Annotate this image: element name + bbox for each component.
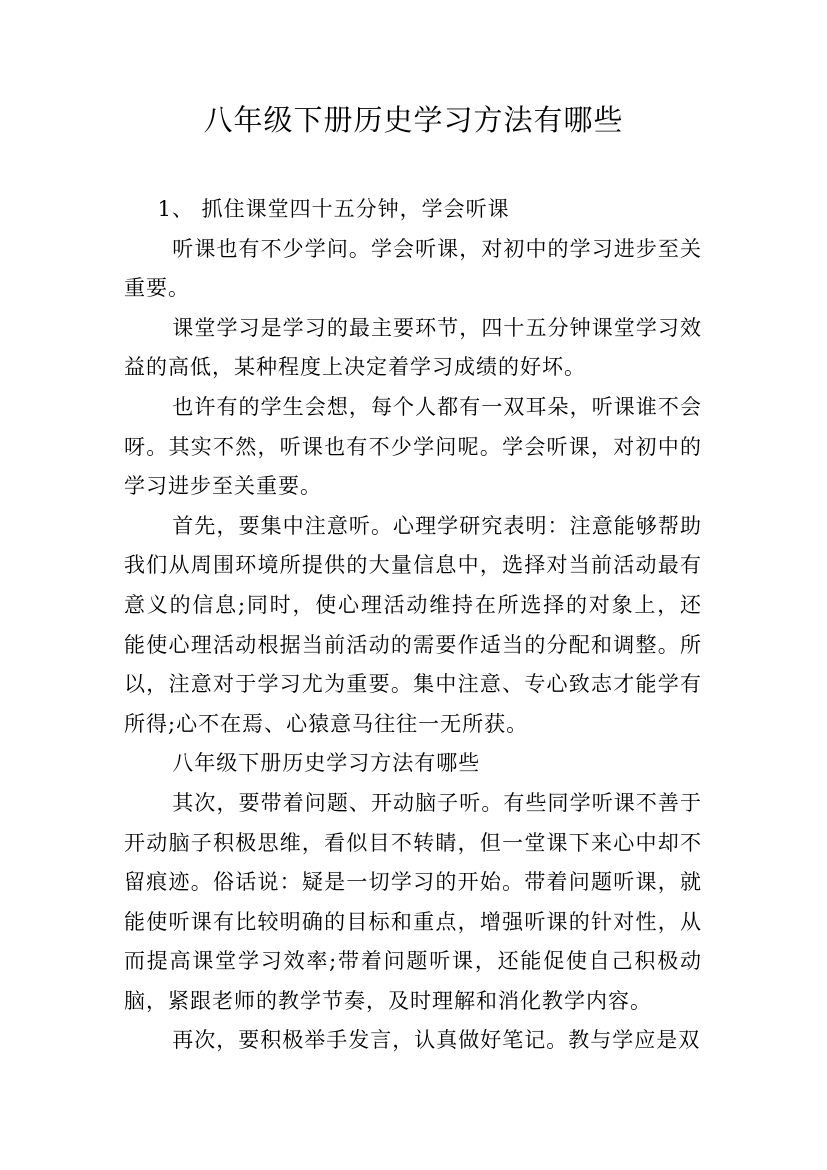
section-heading: 1、 抓住课堂四十五分钟，学会听课 (157, 197, 510, 221)
paragraph: 也许有的学生会想，每个人都有一双耳朵，听课谁不会呀。其实不然，听课也有不少学问呢。学会听课，对初中的学习进步至关重要。 (124, 394, 702, 499)
paragraph: 八年级下册历史学习方法有哪些 (172, 751, 481, 776)
paragraph: 其次，要带着问题、开动脑子听。有些同学听课不善于开动脑子积极思维，看似目不转睛，但一堂课下来心中却不留痕迹。俗话说：疑是一切学习的开始。带着问题听课，就能使听课有比较明确的目标和重点，增强听课的针对性，从而提高课堂学习效率;带着问题听课，还能促使自己积极动脑，紧跟老师的教学节奏，及时理解和消化教学内容。 (124, 790, 702, 1013)
document-body (124, 190, 702, 1061)
paragraph: 课堂学习是学习的最主要环节，四十五分钟课堂学习效益的高低，某种程度上决定着学习成绩的好坏。 (124, 315, 702, 380)
paragraph: 听课也有不少学问。学会听课，对初中的学习进步至关重要。 (124, 236, 702, 301)
paragraph: 再次，要积极举手发言，认真做好笔记。教与学应是双 (172, 1028, 701, 1053)
document-title: 八年级下册历史学习方法有哪些 (203, 103, 624, 137)
paragraph: 首先，要集中注意听。心理学研究表明：注意能够帮助我们从周围环境所提供的大量信息中，选择对当前活动最有意义的信息;同时，使心理活动维持在所选择的对象上，还能使心理活动根据当前活动的需要作适当的分配和调整。所以，注意对于学习尤为重要。集中注意、专心致志才能学有所得;心不在焉、心猿意马往往一无所获。 (124, 513, 702, 736)
